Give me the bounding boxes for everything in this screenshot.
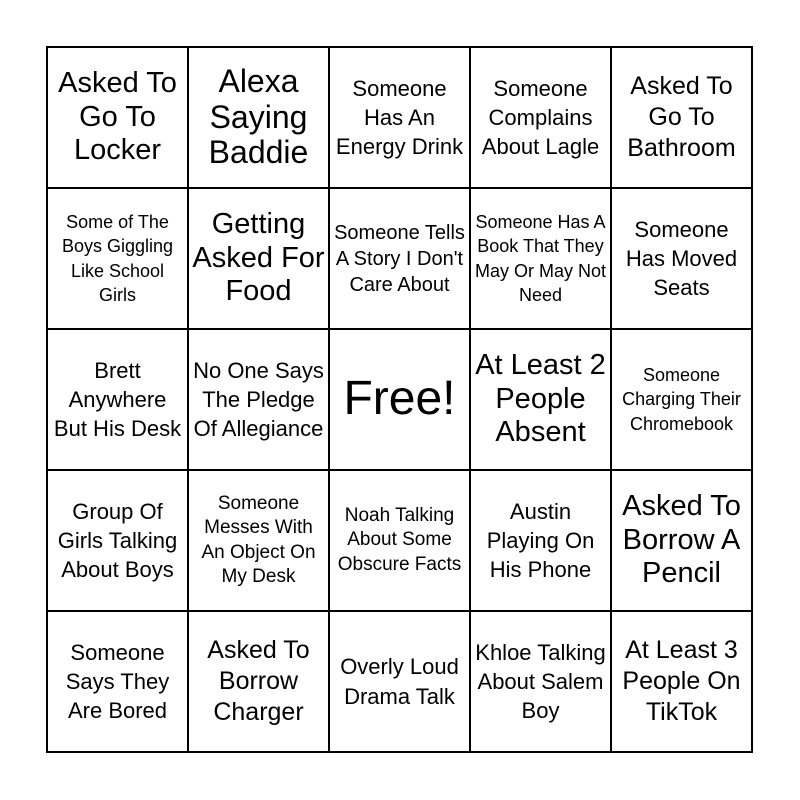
bingo-cell[interactable] [329,611,470,752]
bingo-cell[interactable] [47,611,188,752]
bingo-cell[interactable] [329,470,470,611]
cell-text: Brett Anywhere But His Desk [53,357,182,442]
cell-text: At Least 2 People Absent [475,349,606,449]
bingo-cell[interactable] [47,329,188,470]
bingo-board [46,46,753,753]
cell-text: At Least 3 People On TikTok [622,636,741,726]
free-space-cell[interactable] [329,329,470,470]
bingo-cell[interactable] [470,611,611,752]
bingo-cell[interactable] [470,470,611,611]
bingo-cell[interactable] [188,611,329,752]
bingo-cell[interactable] [611,611,752,752]
bingo-cell[interactable] [329,47,470,188]
bingo-cell[interactable] [188,470,329,611]
cell-text: Overly Loud Drama Talk [340,654,459,709]
cell-text: Someone Has An Energy Drink [335,75,464,160]
cell-text: Alexa Saying Baddie [208,62,309,171]
bingo-cell[interactable] [329,188,470,329]
cell-text: Someone Says They Are Bored [65,639,170,724]
bingo-cell[interactable] [47,47,188,188]
bingo-cell[interactable] [47,188,188,329]
bingo-cell[interactable] [188,329,329,470]
bingo-cell[interactable] [47,470,188,611]
bingo-cell[interactable] [611,188,752,329]
cell-text: Someone Charging Their Chromebook [622,365,741,434]
free-space-text: Free! [343,372,456,426]
cell-text: Getting Asked For Food [192,208,325,308]
cell-text: Someone Tells A Story I Don't Care About [334,221,465,296]
cell-text: Asked To Go To Locker [58,67,177,167]
cell-text: Group Of Girls Talking About Boys [57,498,178,583]
cell-text: Someone Complains About Lagle [481,75,600,160]
bingo-cell[interactable] [611,47,752,188]
cell-text: Asked To Borrow Charger [207,636,310,726]
bingo-cell[interactable] [470,329,611,470]
cell-text: Some of The Boys Giggling Like School Girls [61,211,174,305]
bingo-cell[interactable] [611,329,752,470]
bingo-cell[interactable] [188,188,329,329]
bingo-cell[interactable] [470,188,611,329]
cell-text: Austin Playing On His Phone [486,498,595,583]
cell-text: Someone Messes With An Object On My Desk [201,492,316,587]
cell-text: Asked To Go To Bathroom [627,72,736,162]
cell-text: No One Says The Pledge Of Allegiance [193,357,324,442]
cell-text: Khloe Talking About Salem Boy [475,639,606,724]
cell-text: Someone Has A Book That They May Or May Not Need [474,211,607,305]
cell-text: Asked To Borrow A Pencil [622,490,741,590]
bingo-cell[interactable] [188,47,329,188]
cell-text: Noah Talking About Some Obscure Facts [337,505,462,575]
bingo-cell[interactable] [611,470,752,611]
bingo-cell[interactable] [470,47,611,188]
cell-text: Someone Has Moved Seats [625,216,738,301]
